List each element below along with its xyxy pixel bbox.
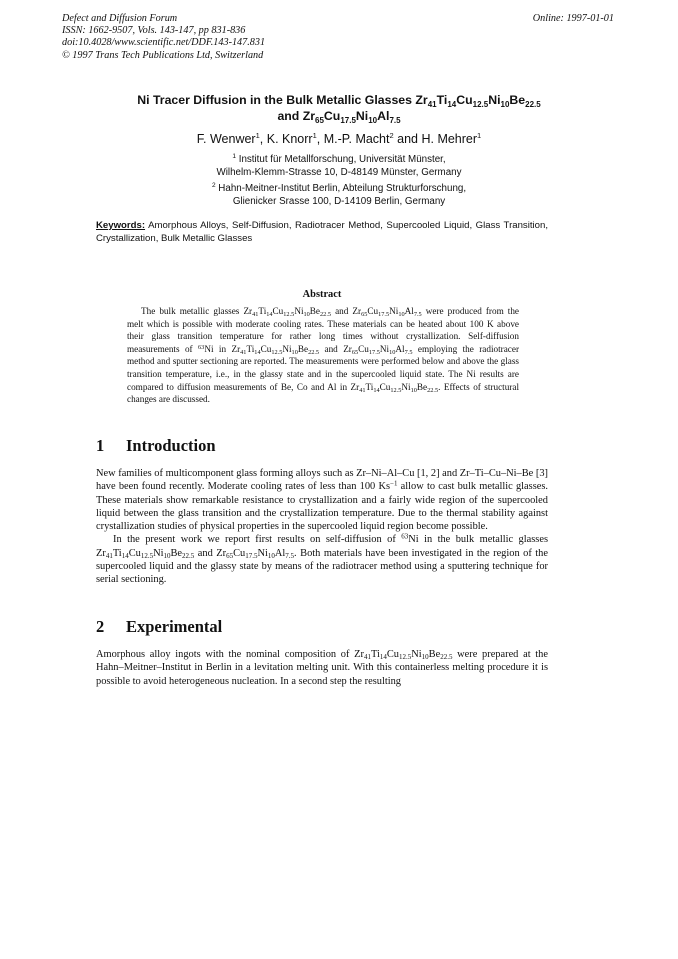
section-number: 1: [96, 436, 105, 455]
paragraph: Amorphous alloy ingots with the nominal composition of $Zr_{41}Ti_{14}Cu_{12.5}Ni_{10}Be_{22.5}$ were prepared at the Hahn–Meitner–Institut in Berlin in a levitation melting unit. With this containerless melting procedure it is possible to avoid heterogeneous nucleation. In a second step the resulting: [96, 649, 548, 687]
section-number: 2: [96, 617, 105, 636]
affiliation-2: $^2$ Hahn-Meitner-Institut Berlin, Abteilung Strukturforschung, Glienicker Srasse 100, D-14109 Berlin, Germany: [211, 182, 467, 208]
title-line-2: and $Zr_{65}Cu_{17.5}Ni_{10}Al_{7.5}$: [277, 109, 401, 125]
paragraph: In the present work we report first results on self-diffusion of $^{63}$Ni in the bulk metallic glasses $Zr_{41}Ti_{14}Cu_{12.5}Ni_{10}Be_{22.5}$ and $Zr_{65}Cu_{17.5}Ni_{10}Al_{7.5}$. Both materials have been investigated in the region of the supercooled liquid and the glassy state by means of the radiotracer method using a sputtering technique for serial sectioning.: [96, 532, 548, 586]
author-2: K. Knorr: [266, 132, 313, 146]
online-date: Online: 1997-01-01: [532, 13, 614, 24]
experimental-body: [96, 648, 548, 688]
author-3: M.-P. Macht: [323, 132, 390, 146]
section-title: Experimental: [126, 617, 223, 636]
affiliation-1: $^1$ Institut für Metallforschung, Universität Münster, Wilhelm-Klemm-Strasse 10, D-48149 Münster, Germany: [216, 153, 462, 179]
keywords: [96, 219, 548, 245]
abstract-heading: Abstract: [302, 289, 342, 300]
section-title: Introduction: [126, 436, 216, 455]
abstract-body: The bulk metallic glasses $Zr_{41}Ti_{14}Cu_{12.5}Ni_{10}Be_{22.5}$ and $Zr_{65}Cu_{17.5}Ni_{10}Al_{7.5}$ were produced from the melt which is possible with moderate cooling rates. These materials can be heated about 100 K above their glass transition temperature for rather long times without crystallization. Self-diffusion measurements of $^{63}$Ni in $Zr_{41}Ti_{14}Cu_{12.5}Ni_{10}Be_{22.5}$ and $Zr_{65}Cu_{17.5}Ni_{10}Al_{7.5}$ employing the radiotracer method and sputter sectioning are reported. The measurements were performed below and above the glass transition temperature, i.e., in the glassy state and in the supercooled liquid state. The Ni results are compared to diffusion measurements of Be, Co and Al in $Zr_{41}Ti_{14}Cu_{12.5}Ni_{10}Be_{22.5}$. Effects of structural changes are discussed.: [127, 306, 520, 405]
paper-title: [80, 92, 598, 124]
keywords-label: Keywords:: [96, 220, 146, 231]
introduction-body: [96, 467, 548, 587]
author-4: H. Mehrer: [421, 132, 478, 146]
author-1: F. Wenwer: [196, 132, 256, 146]
section-heading-experimental: [96, 617, 548, 637]
title-line-1: Ni Tracer Diffusion in the Bulk Metallic Glasses $Zr_{41}Ti_{14}Cu_{12.5}Ni_{10}Be_{22.5}$: [137, 93, 541, 109]
keywords-text: Amorphous Alloys, Self-Diffusion, Radiotracer Method, Supercooled Liquid, Glass Transition, Crystallization, Bulk Metallic Glasses: [96, 220, 548, 244]
paragraph: New families of multicomponent glass forming alloys such as Zr–Ni–Al–Cu [1, 2] and Zr–Ti–Cu–Ni–Be [3] have been found recently. Moderate cooling rates of less than 100 $Ks^{-1}$ allow to cast bulk metallic glasses. These materials show remarkable resistance to crystallization and a fairly wide region of the supercooled liquid between the glass transition and the crystallization temperature. Due to the thermal stability against crystallization studies of physical properties in the supercooled liquid region become possible.: [96, 468, 548, 533]
copyright-line: © 1997 Trans Tech Publications Ltd, Switzerland: [62, 49, 264, 61]
journal-metadata: [62, 13, 265, 62]
author-list: F. Wenwer$^1$, K. Knorr$^1$, M.-P. Macht$^2$ and H. Mehrer$^1$: [196, 131, 482, 146]
section-heading-introduction: [96, 436, 548, 456]
issn-line: ISSN: 1662-9507, Vols. 143-147, pp 831-836: [62, 25, 246, 37]
doi-line: doi:10.4028/www.scientific.net/DDF.143-147.831: [62, 37, 266, 49]
journal-name: Defect and Diffusion Forum: [62, 13, 178, 24]
